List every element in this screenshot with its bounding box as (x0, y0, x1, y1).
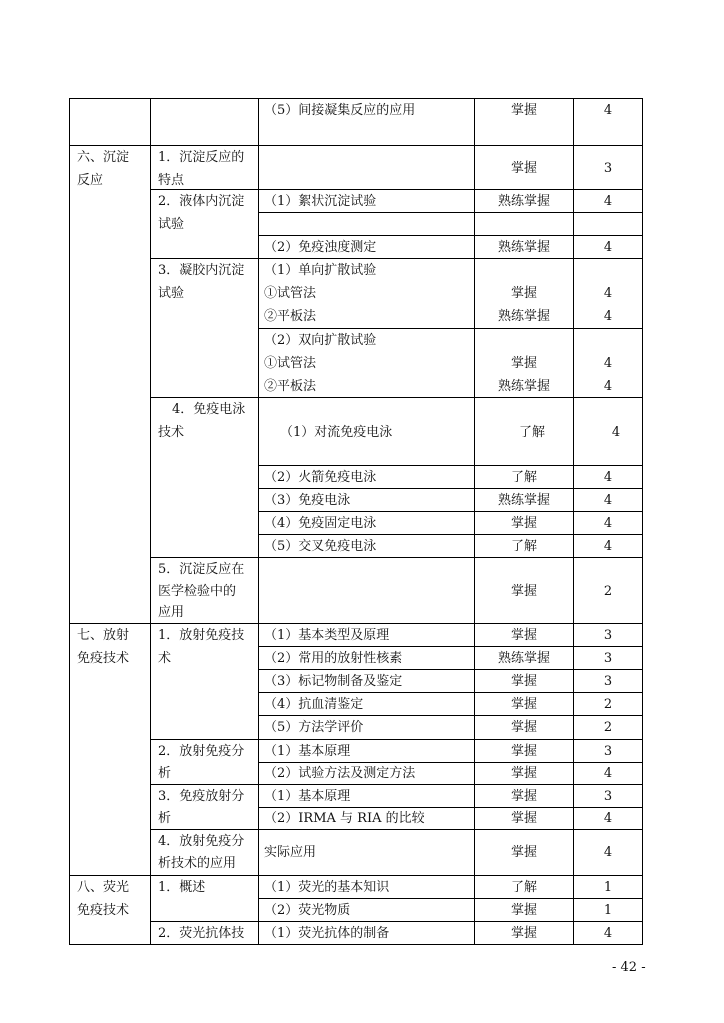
unit-cell: 1．放射免疫技 (158, 628, 245, 643)
hours-cell: 4 (603, 379, 613, 394)
row-divider (69, 145, 643, 146)
item-cell: ①试管法 (264, 286, 317, 301)
unit-cell: 析 (158, 811, 172, 826)
section-title: 反应 (77, 173, 104, 188)
unit-cell: 2．荧光抗体技 (158, 926, 245, 941)
column-divider (150, 98, 151, 944)
requirement-cell: 掌握 (510, 516, 537, 531)
requirement-cell: 掌握 (510, 845, 537, 860)
requirement-cell: 了解 (510, 470, 537, 485)
unit-cell: 2．放射免疫分 (158, 744, 245, 759)
item-cell: ②平板法 (264, 309, 317, 324)
section-title: 免疫技术 (77, 651, 130, 666)
item-cell: （2）免疫浊度测定 (264, 240, 377, 255)
hours-cell: 4 (603, 286, 613, 301)
requirement-cell: 掌握 (510, 789, 537, 804)
unit-cell: 4．放射免疫分 (158, 834, 245, 849)
item-cell: （5）方法学评价 (264, 720, 364, 735)
requirement-cell: 掌握 (510, 903, 537, 918)
item-cell: （5）间接凝集反应的应用 (264, 103, 416, 118)
section-title: 免疫技术 (77, 903, 130, 918)
unit-cell: 析技术的应用 (158, 856, 237, 871)
item-cell: （1）荧光的基本知识 (264, 880, 390, 895)
hours-cell: 4 (603, 516, 613, 531)
unit-cell: 5．沉淀反应在 (158, 562, 245, 577)
unit-cell: 3．免疫放射分 (158, 789, 245, 804)
requirement-cell: 熟练掌握 (497, 493, 550, 508)
requirement-cell: 了解 (510, 539, 537, 554)
item-cell: （2）双向扩散试验 (264, 333, 377, 348)
hours-cell: 4 (603, 811, 613, 826)
requirement-cell: 掌握 (510, 744, 537, 759)
item-cell: （2）试验方法及测定方法 (264, 766, 416, 781)
unit-cell: 3．凝胶内沉淀 (158, 263, 245, 278)
requirement-cell: 熟练掌握 (497, 379, 550, 394)
requirement-cell: 掌握 (510, 161, 537, 176)
requirement-cell: 掌握 (510, 926, 537, 941)
requirement-cell: 掌握 (510, 286, 537, 301)
hours-cell: 1 (603, 903, 613, 918)
unit-cell: 技术 (158, 425, 185, 440)
unit-cell: 1．沉淀反应的 (158, 150, 245, 165)
requirement-cell: 掌握 (510, 584, 537, 599)
unit-cell: 1．概述 (158, 880, 206, 895)
unit-cell: 2．液体内沉淀 (158, 194, 245, 209)
requirement-cell: 熟练掌握 (497, 194, 550, 209)
unit-cell: 试验 (158, 286, 185, 301)
item-cell: （2）火箭免疫电泳 (264, 470, 377, 485)
item-cell: （3）免疫电泳 (264, 493, 351, 508)
item-cell: （1）基本原理 (264, 789, 351, 804)
hours-cell: 4 (603, 309, 613, 324)
unit-cell: 特点 (158, 173, 185, 188)
hours-cell: 1 (603, 880, 613, 895)
item-cell: ①试管法 (264, 356, 317, 371)
item-cell: （4）免疫固定电泳 (264, 516, 377, 531)
item-cell: （5）交叉免疫电泳 (264, 539, 377, 554)
item-cell: （2）荧光物质 (264, 903, 351, 918)
hours-cell: 3 (603, 789, 613, 804)
unit-cell: 4．免疫电泳 (172, 402, 246, 417)
requirement-cell: 掌握 (510, 766, 537, 781)
requirement-cell: 熟练掌握 (497, 651, 550, 666)
unit-cell: 应用 (158, 605, 185, 620)
requirement-cell: 掌握 (510, 697, 537, 712)
hours-cell: 3 (603, 744, 613, 759)
item-cell: （2）常用的放射性核素 (264, 651, 403, 666)
hours-cell: 3 (603, 628, 613, 643)
hours-cell: 2 (603, 584, 613, 599)
requirement-cell: 掌握 (510, 674, 537, 689)
item-cell: （1）单向扩散试验 (264, 263, 377, 278)
section-title: 八、荧光 (77, 880, 130, 895)
unit-cell: 术 (158, 651, 172, 666)
hours-cell: 4 (603, 240, 613, 255)
hours-cell: 4 (603, 194, 613, 209)
unit-cell: 试验 (158, 217, 185, 232)
item-cell: （2）IRMA 与 RIA 的比较 (264, 811, 425, 826)
item-cell: （1）基本类型及原理 (264, 628, 390, 643)
item-cell: （4）抗血清鉴定 (264, 697, 364, 712)
hours-cell: 4 (603, 493, 613, 508)
item-cell: （1）基本原理 (264, 744, 351, 759)
hours-cell: 4 (603, 845, 613, 860)
requirement-cell: 熟练掌握 (497, 309, 550, 324)
requirement-cell: 了解 (518, 425, 545, 440)
hours-cell: 2 (603, 720, 613, 735)
requirement-cell: 掌握 (510, 356, 537, 371)
hours-cell: 4 (603, 470, 613, 485)
hours-cell: 3 (603, 161, 613, 176)
unit-cell: 医学检验中的 (158, 584, 237, 599)
hours-cell: 4 (603, 356, 613, 371)
requirement-cell: 熟练掌握 (497, 240, 550, 255)
item-cell: 实际应用 (264, 845, 317, 860)
unit-cell: 析 (158, 766, 172, 781)
page-number: - 42 - (612, 960, 646, 975)
hours-cell: 4 (603, 539, 613, 554)
hours-cell: 4 (603, 766, 613, 781)
requirement-cell: 掌握 (510, 720, 537, 735)
item-cell: （1）对流免疫电泳 (280, 425, 393, 440)
hours-cell: 3 (603, 651, 613, 666)
item-cell: （1）絮状沉淀试验 (264, 194, 377, 209)
hours-cell: 2 (603, 697, 613, 712)
table-border-right (642, 98, 643, 944)
column-divider (258, 98, 259, 944)
section-title: 六、沉淀 (77, 150, 130, 165)
requirement-cell: 掌握 (510, 811, 537, 826)
section-title: 七、放射 (77, 628, 130, 643)
requirement-cell: 了解 (510, 880, 537, 895)
hours-cell: 4 (611, 425, 621, 440)
item-cell: ②平板法 (264, 379, 317, 394)
hours-cell: 3 (603, 674, 613, 689)
requirement-cell: 掌握 (510, 103, 537, 118)
table-border-left (69, 98, 70, 944)
item-cell: （1）荧光抗体的制备 (264, 926, 390, 941)
requirement-cell: 掌握 (510, 628, 537, 643)
item-cell: （3）标记物制备及鉴定 (264, 674, 403, 689)
hours-cell: 4 (603, 926, 613, 941)
hours-cell: 4 (603, 103, 613, 118)
